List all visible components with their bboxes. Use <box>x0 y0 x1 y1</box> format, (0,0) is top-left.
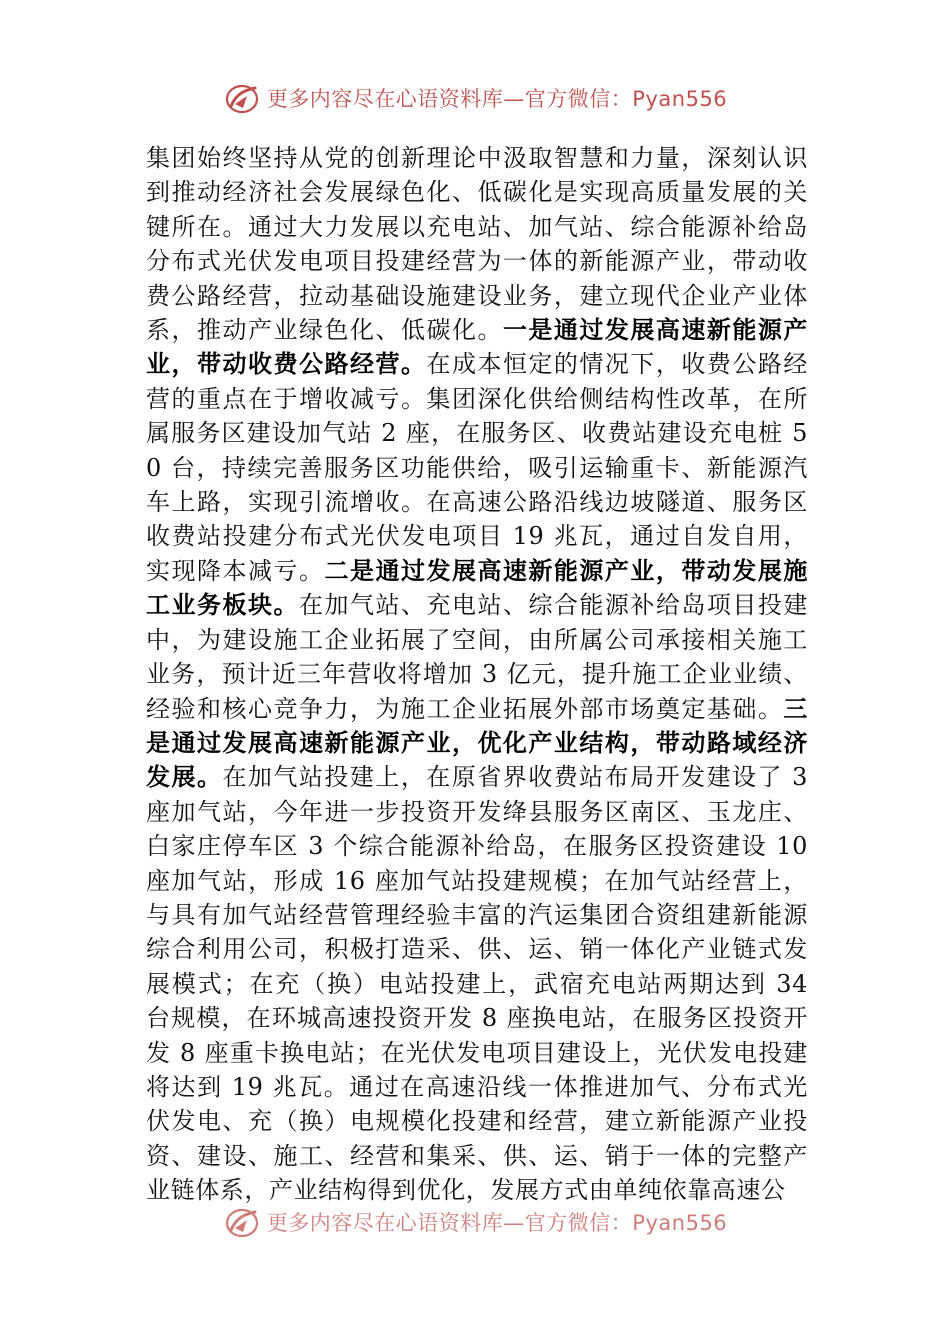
watermark-header <box>0 82 950 116</box>
text-segment: 集团始终坚持从党的创新理论中汲取智慧和力量，深刻认识到推动经济社会发展绿色化、低碳化是实现高质量发展的关键所在。通过大力发展以充电站、加气站、综合能源补给岛分布式光伏发电项目投建经营为一体的新能源产业，带动收费公路经营，拉动基础设施建设业务，建立现代企业产业体系，推动产业绿色化、低碳化。 <box>146 144 808 345</box>
bold-heading-2: 二是通过发展高速新能源产业，带动发展施工业务板块。 <box>146 555 808 620</box>
watermark-logo-icon <box>223 82 261 116</box>
watermark-footer <box>0 1206 950 1240</box>
document-body <box>146 141 808 1208</box>
bold-heading-1: 一是通过发展高速新能源产业，带动收费公路经营。 <box>146 315 808 379</box>
paragraph <box>146 141 808 1208</box>
text-segment: 在加气站、充电站、综合能源补给岛项目投建中，为建设施工企业拓展了空间，由所属公司承接相关施工业务，预计近三年营收将增加 3 亿元，提升施工企业业绩、经验和核心竞争力，为施工企业拓展外部市场奠定基础。 <box>146 591 808 723</box>
text-segment: 在成本恒定的情况下，收费公路经营的重点在于增收减亏。集团深化供给侧结构性改革，在所属服务区建设加气站 2 座，在服务区、收费站建设充电桩 50 台，持续完善服务区功能供给，吸引运输重卡、新能源汽车上路，实现引流增收。在高速公路沿线边坡隧道、服务区收费站投建分布式光伏发电项目 19 兆瓦，通过自发自用，实现降本减亏。 <box>146 350 808 585</box>
watermark-logo-icon <box>223 1206 261 1240</box>
bold-heading-3: 三是通过发展高速新能源产业，优化产业结构，带动路域经济发展。 <box>146 693 808 792</box>
watermark-text: 更多内容尽在心语资料库—官方微信：Pyan556 <box>266 1211 728 1235</box>
watermark-text: 更多内容尽在心语资料库—官方微信：Pyan556 <box>266 87 728 111</box>
text-segment: 在加气站投建上，在原省界收费站布局开发建设了 3 座加气站，今年进一步投资开发绛县服务区南区、玉龙庄、白家庄停车区 3 个综合能源补给岛，在服务区投资建设 10 座加气站，形成 16 座加气站投建规模；在加气站经营上，与具有加气站经营管理经验丰富的汽运集团合资组建新能源综合利用公司，积极打造采、供、运、销一体化产业链式发展模式；在充（换）电站投建上，武宿充电站两期达到 34 台规模，在环城高速投资开发 8 座换电站，在服务区投资开发 8 座重卡换电站；在光伏发电项目建设上，光伏发电投建将达到 19 兆瓦。通过在高速沿线一体推进加气、分布式光伏发电、充（换）电规模化投建和经营，建立新能源产业投资、建设、施工、经营和集采、供、运、销于一体的完整产业链体系，产业结构得到优化，发展方式由单纯依靠高速公 <box>146 763 808 1205</box>
